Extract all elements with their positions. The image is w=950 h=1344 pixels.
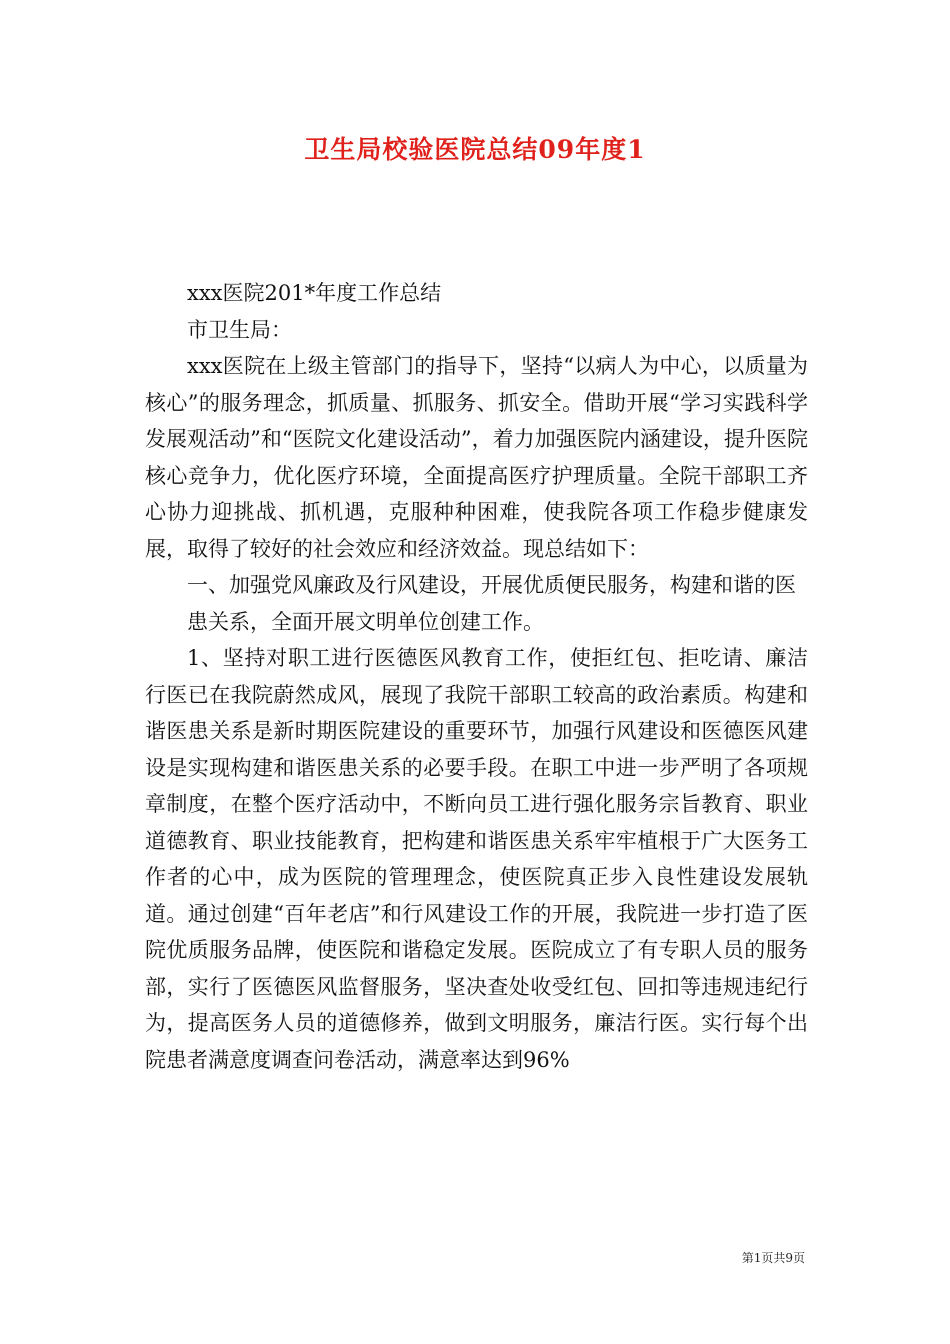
document-body [145, 275, 808, 1078]
section-heading: 一、加强党风廉政及行风建设，开展优质便民服务，构建和谐的医 [187, 573, 796, 597]
body-paragraph: xxx医院201*年度工作总结 [187, 281, 442, 305]
page-number: 第1页共9页 [741, 1251, 805, 1265]
body-paragraph: xxx医院在上级主管部门的指导下，坚持“以病人为中心，以质量为核心”的服务理念，抓质量、抓服务、抓安全。借助开展“学习实践科学发展观活动”和“医院文化建设活动”，着力加强医院内涵建设，提升医院核心竞争力，优化医疗环境，全面提高医疗护理质量。全院干部职工齐心协力迎挑战、抓机遇，克服种种困难，使我院各项工作稳步健康发展，取得了较好的社会效应和经济效益。现总结如下： [145, 354, 808, 561]
body-paragraph: 1、坚持对职工进行医德医风教育工作，使拒红包、拒吃请、廉洁行医已在我院蔚然成风，展现了我院干部职工较高的政治素质。构建和谐医患关系是新时期医院建设的重要环节，加强行风建设和医德医风建设是实现构建和谐医患关系的必要手段。在职工中进一步严明了各项规章制度，在整个医疗活动中，不断向员工进行强化服务宗旨教育、职业道德教育、职业技能教育，把构建和谐医患关系牢牢植根于广大医务工作者的心中，成为医院的管理理念，使医院真正步入良性建设发展轨道。通过创建“百年老店”和行风建设工作的开展，我院进一步打造了医院优质服务品牌，使医院和谐稳定发展。医院成立了有专职人员的服务部，实行了医德医风监督服务，坚决查处收受红包、回扣等违规违纪行为，提高医务人员的道德修养，做到文明服务，廉洁行医。实行每个出院患者满意度调查问卷活动，满意率达到96% [145, 646, 808, 1072]
section-heading-continued: 患关系，全面开展文明单位创建工作。 [187, 609, 544, 634]
body-paragraph: 市卫生局： [187, 317, 292, 342]
document-title: 卫生局校验医院总结09年度1 [304, 135, 646, 164]
